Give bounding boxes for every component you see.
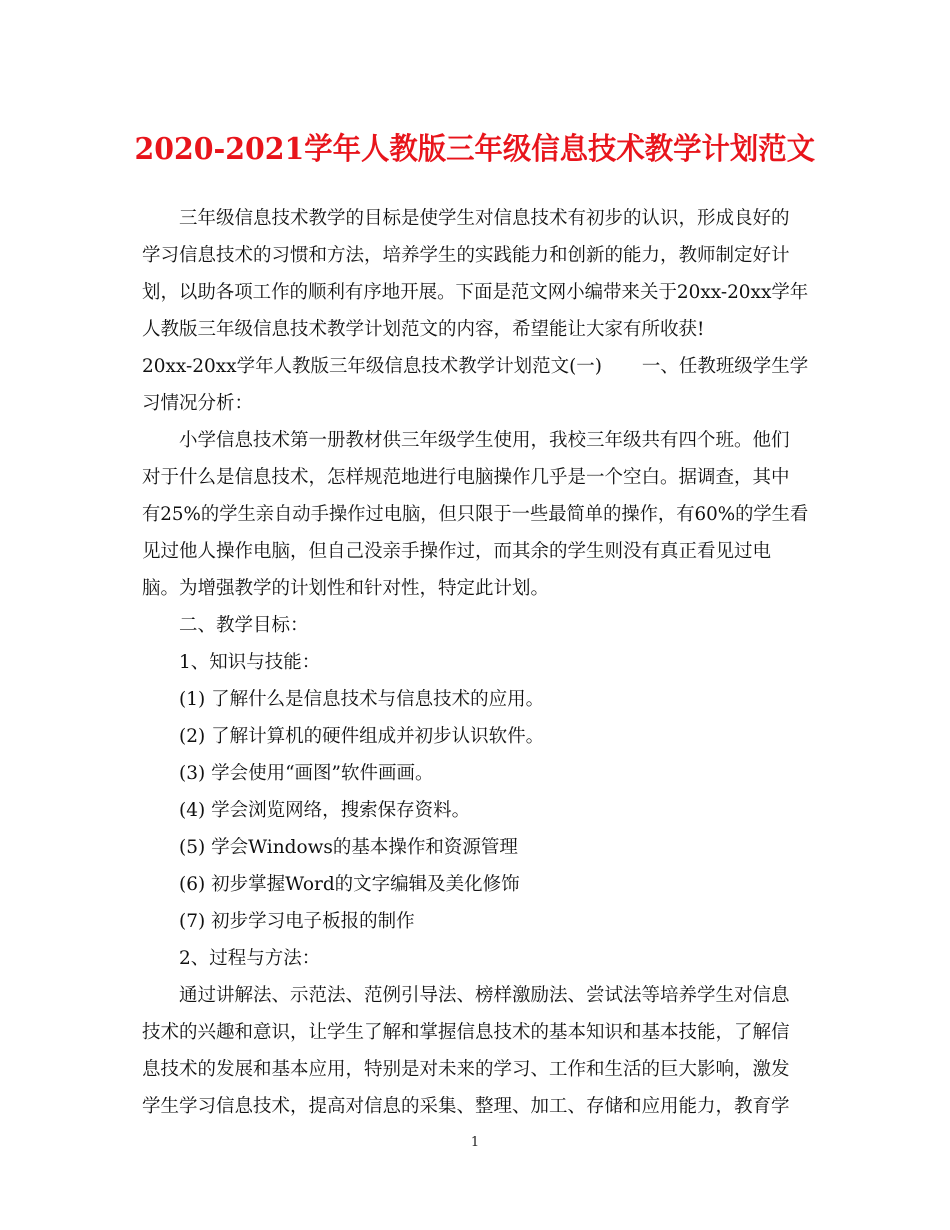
paragraph-line: 对于什么是信息技术，怎样规范地进行电脑操作几乎是一个空白。据调查，其中	[142, 467, 790, 488]
paragraph-line: 见过他人操作电脑，但自己没亲手操作过，而其余的学生则没有真正看见过电	[142, 541, 772, 562]
paragraph-line: 三年级信息技术教学的目标是使学生对信息技术有初步的认识，形成良好的	[179, 208, 790, 229]
list-item: (7) 初步学习电子板报的制作	[179, 911, 415, 932]
section-heading-line	[142, 354, 808, 380]
section-heading: 一、任教班级学生学	[641, 356, 809, 377]
paragraph-line: 通过讲解法、示范法、范例引导法、榜样激励法、尝试法等培养学生对信息	[179, 985, 790, 1006]
paragraph-line: 息技术的发展和基本应用，特别是对未来的学习、工作和生活的巨大影响，激发	[142, 1059, 790, 1080]
page-number: 1	[470, 1135, 480, 1150]
paragraph-line: 人教版三年级信息技术教学计划范文的内容，希望能让大家有所收获!	[142, 319, 705, 340]
subsection-heading: 1、知识与技能：	[179, 652, 321, 673]
list-item: (4) 学会浏览网络，搜索保存资料。	[179, 800, 471, 821]
paragraph-line: 技术的兴趣和意识，让学生了解和掌握信息技术的基本知识和基本技能，了解信	[142, 1022, 790, 1043]
sub-title: 20xx-20xx学年人教版三年级信息技术教学计划范文(一)	[142, 356, 602, 377]
paragraph-line: 脑。为增强教学的计划性和针对性，特定此计划。	[142, 578, 550, 599]
list-item: (3) 学会使用“画图”软件画画。	[179, 763, 434, 784]
paragraph-line: 学习信息技术的习惯和方法，培养学生的实践能力和创新的能力，教师制定好计	[142, 245, 790, 266]
paragraph-line: 划，以助各项工作的顺利有序地开展。下面是范文网小编带来关于20xx-20xx学年	[142, 282, 809, 303]
subsection-heading: 2、过程与方法：	[179, 948, 321, 969]
list-item: (2) 了解计算机的硬件组成并初步认识软件。	[179, 726, 545, 747]
section-heading: 二、教学目标：	[179, 615, 309, 636]
document-title: 2020-2021学年人教版三年级信息技术教学计划范文	[134, 132, 816, 167]
paragraph-line: 有25%的学生亲自动手操作过电脑，但只限于一些最简单的操作，有60%的学生看	[142, 504, 809, 525]
list-item: (5) 学会Windows的基本操作和资源管理	[179, 837, 518, 858]
paragraph-line: 习情况分析：	[142, 393, 254, 414]
paragraph-line: 学生学习信息技术，提高对信息的采集、整理、加工、存储和应用能力，教育学	[142, 1096, 790, 1117]
list-item: (6) 初步掌握Word的文字编辑及美化修饰	[179, 874, 520, 895]
list-item: (1) 了解什么是信息技术与信息技术的应用。	[179, 689, 545, 710]
paragraph-line: 小学信息技术第一册教材供三年级学生使用，我校三年级共有四个班。他们	[179, 430, 790, 451]
